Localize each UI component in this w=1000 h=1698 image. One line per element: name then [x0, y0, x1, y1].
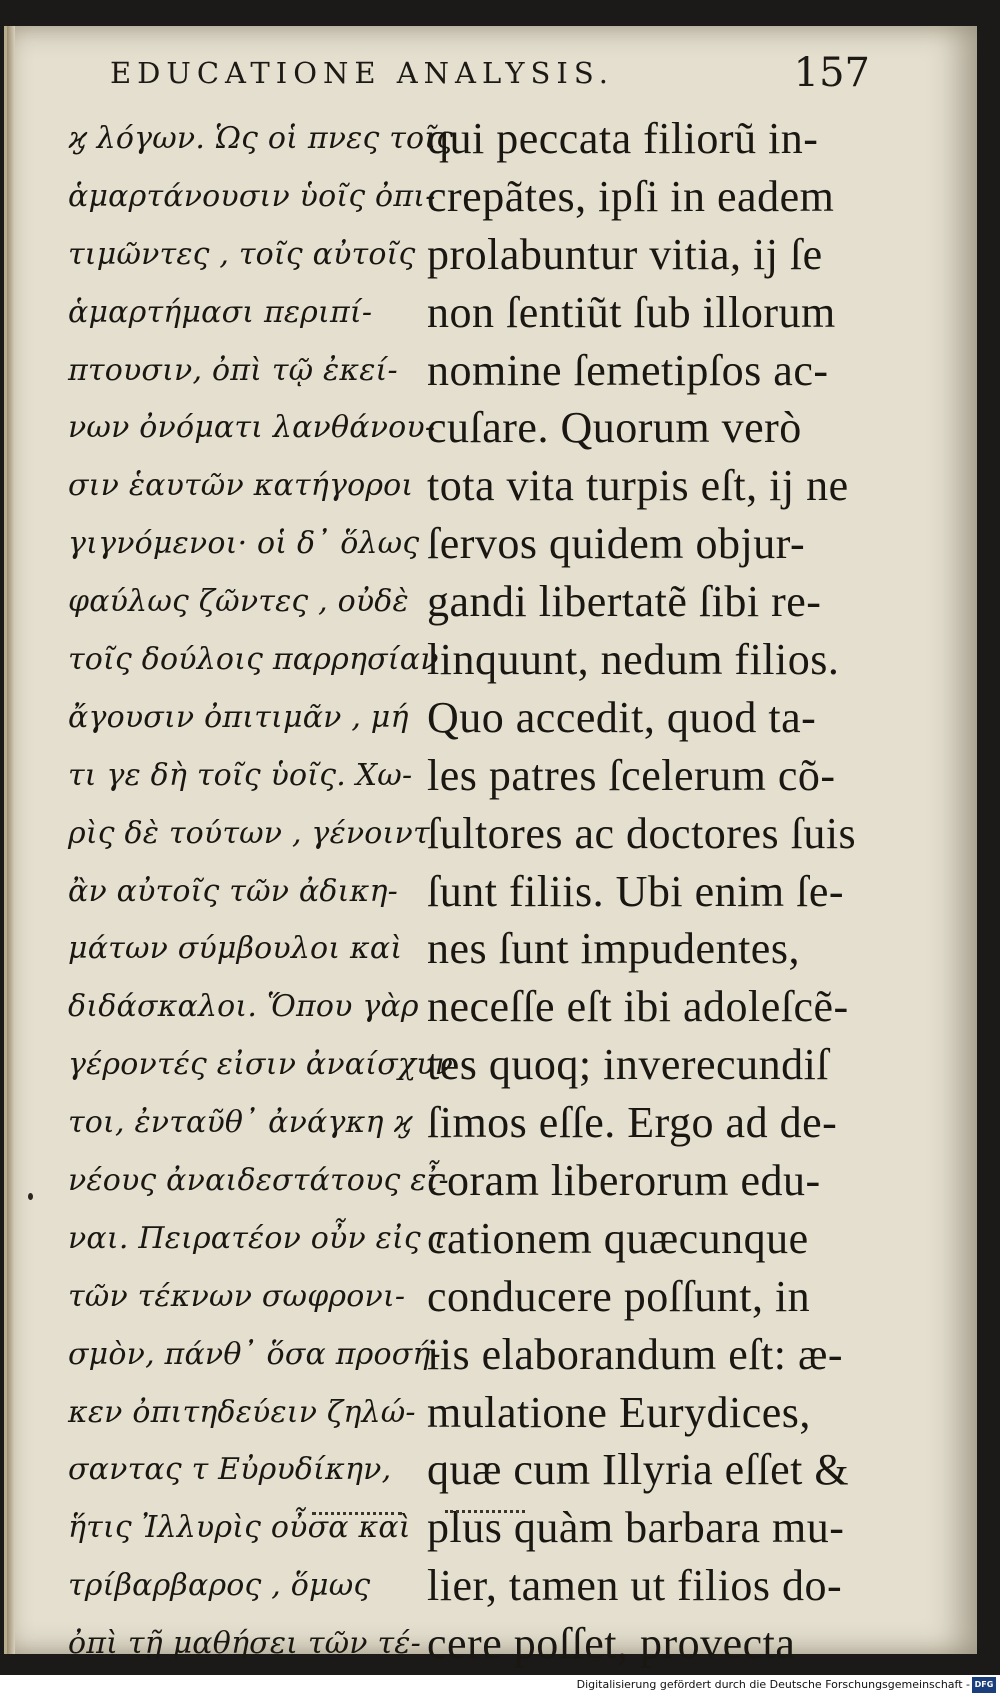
text-line: ρὶς δὲ τούτων , γένοιντ	[68, 815, 430, 851]
text-line: φαύλως ζῶντες , οὐδὲ	[68, 584, 409, 620]
text-line: γέροντές εἰσιν ἀναίσχυν	[68, 1047, 454, 1083]
text-line: cationem quæcunque	[427, 1213, 809, 1263]
text-line: τι γε δὴ τοῖς ὑοῖς. Χω-	[68, 757, 413, 793]
latin-text-column	[427, 110, 891, 1673]
text-line: σαντας τ Εὐρυδίκην,	[68, 1452, 392, 1488]
text-line: cere poſſet, provecta	[427, 1619, 796, 1669]
text-line: ſultores ac doctores ſuis	[427, 808, 857, 858]
footer-bar	[0, 1675, 1000, 1698]
running-head: EDUCATIONE ANALYSIS.	[110, 56, 614, 90]
text-line: ἂν αὐτοῖς τῶν ἀδικη-	[68, 873, 398, 909]
text-line: tota vita turpis eſt, ij ne	[427, 461, 849, 511]
text-line: ἥτις Ἰλλυρὶς οὖσα καὶ	[68, 1510, 411, 1546]
text-line: conducere poſſunt, in	[427, 1271, 811, 1321]
text-line: coram liberorum edu-	[427, 1156, 821, 1206]
text-line: σμὸν, πάνθ᾽ ὅσα προσή-	[68, 1336, 441, 1372]
text-line: nomine ſemetipſos ac-	[427, 345, 829, 395]
greek-text-column	[68, 110, 454, 1673]
text-line: μάτων σύμβουλοι καὶ	[68, 931, 403, 967]
ink-speck	[28, 1193, 33, 1200]
footer-credit: Digitalisierung gefördert durch die Deutsche Forschungsgemeinschaft -	[576, 1678, 970, 1691]
text-line: quæ cum Illyria eſſet &	[427, 1445, 850, 1495]
text-line: prolabuntur vitia, ij ſe	[427, 229, 823, 279]
page-number: 157	[793, 50, 870, 96]
text-line: tes quoq; inverecundiſ	[427, 1040, 830, 1090]
latin-page-end-mark	[445, 1510, 525, 1516]
text-line: iis elaborandum eſt: æ-	[427, 1329, 843, 1379]
text-line: τρίβαρβαρος , ὅμως	[68, 1568, 371, 1604]
text-line: mulatione Eurydices,	[427, 1387, 811, 1437]
text-line: ἁμαρτάνουσιν ὑοῖς ὀπι-	[68, 178, 436, 214]
text-line: lier, tamen ut filios do-	[427, 1561, 843, 1611]
text-line: les patres ſcelerum cõ-	[427, 750, 836, 800]
text-line: ἄγουσιν ὀπιτιμᾶν , μή	[68, 699, 409, 735]
text-line: ſervos quidem objur-	[427, 519, 806, 569]
text-line: neceſſe eſt ibi adoleſcẽ-	[427, 982, 849, 1032]
text-line: διδάσκαλοι. Ὅπου γὰρ	[68, 989, 419, 1025]
text-line: plus quàm barbara mu-	[427, 1503, 845, 1553]
text-line: ſimos eſſe. Ergo ad de-	[427, 1098, 838, 1148]
text-line: ὀπὶ τῇ μαθήσει τῶν τέ-	[68, 1626, 421, 1662]
page-header	[110, 50, 880, 106]
text-line: qui peccata filiorũ in-	[427, 114, 819, 163]
text-line: νων ὀνόματι λανθάνου-	[68, 410, 436, 446]
text-line: τιμῶντες , τοῖς αὐτοῖς	[68, 236, 416, 272]
text-line: τοῖς δούλοις παρρησίαν	[68, 642, 439, 678]
text-line: Quo accedit, quod ta-	[427, 692, 817, 742]
text-line: γιγνόμενοι· οἱ δ᾽ ὅλως	[68, 526, 420, 562]
text-line: ναι. Πειρατέον οὖν εἰς τ	[68, 1220, 448, 1256]
text-line: cuſare. Quorum verò	[427, 403, 802, 453]
text-line: τῶν τέκνων σωφρονι-	[68, 1278, 406, 1314]
text-line: ἁμαρτήμασι περιπί-	[68, 294, 373, 330]
text-line: gandi libertatẽ ſibi re-	[427, 577, 822, 627]
text-line: πτουσιν, ὀπὶ τῷ ἐκεί-	[68, 352, 398, 388]
text-line: non ſentiũt ſub illorum	[427, 287, 836, 337]
page-gutter-edge	[7, 26, 15, 1654]
text-line: crepãtes, ipſi in eadem	[427, 171, 835, 221]
text-line: σιν ἑαυτῶν κατήγοροι	[68, 468, 414, 504]
text-line: ϗ λόγων. Ὡς οἱ πνες τοῖς	[68, 121, 454, 156]
text-line: linquunt, nedum filios.	[427, 635, 840, 685]
text-line: ſunt filiis. Ubi enim ſe-	[427, 866, 845, 916]
text-line: nes ſunt impudentes,	[427, 924, 800, 974]
dfg-logo: DFG	[972, 1677, 996, 1693]
greek-page-end-mark	[312, 1512, 402, 1518]
text-line: κεν ὀπιτηδεύειν ζηλώ-	[68, 1394, 416, 1430]
text-line: νέους ἀναιδεστάτους εἶ-	[68, 1163, 449, 1199]
text-line: τοι, ἐνταῦθ᾽ ἀνάγκη ϗ	[68, 1105, 413, 1141]
